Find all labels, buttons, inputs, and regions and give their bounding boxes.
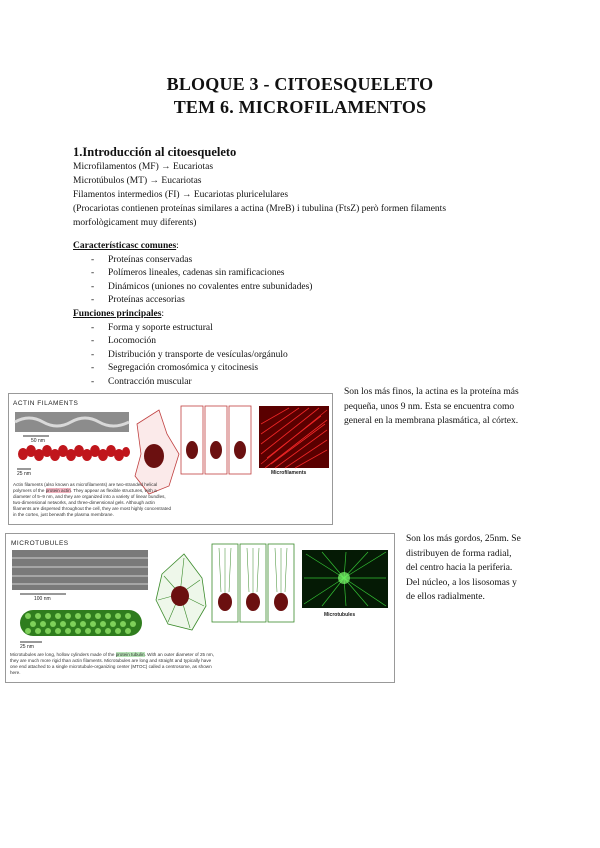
- actin-note: Son los más finos, la actina es la proteína más pequeña, unos 9 nm. Esta se encuentra como general en la membrana plasmática, al córtex.: [344, 387, 519, 426]
- list-item: - Distribución y transporte de vesículas/orgánulo: [73, 349, 312, 363]
- micro-scale-top: 100 nm: [34, 596, 51, 602]
- intro-line: Filamentos intermedios (FI) → Eucariotas pluricelulares: [73, 190, 289, 200]
- page-title-line1: BLOQUE 3 - CITOESQUELETO: [166, 74, 434, 94]
- micro-micrograph-label: Microtubules: [324, 612, 356, 618]
- list-item: - Forma y soporte estructural: [73, 322, 312, 336]
- intro-line: Microfilamentos (MF) → Eucariotas: [73, 162, 214, 172]
- caption-text: . With an outer diameter of 25 nm, they are much more rigid than actin filaments. Microtubules are long and straight and typically have one end attached to a single microtubule-organizing center (MTOC) called a centrosome, as shown here.: [10, 652, 215, 675]
- page-title-line2: TEM 6. MICROFILAMENTOS: [173, 97, 427, 117]
- common-characteristics: Característicasc comunes: - Proteínas conservadas - Polímeros lineales, cadenas sin ramificaciones - Dinámicos (uniones no covalentes entre subunidades) - Proteínas accesorias Funciones principales: - Forma y soporte estructural - Locomoción - Distribución y transporte de vesículas/orgánulo - Segregación cromosómica y citocinesis - Contracción muscular: [73, 240, 312, 390]
- actin-caption: [13, 482, 173, 518]
- micro-caption: [10, 652, 220, 676]
- caption-highlight: protein tubulin: [115, 652, 145, 657]
- common-heading: Característicasc comunes: [73, 241, 177, 251]
- intro-line: Microtúbulos (MT) → Eucariotas: [73, 176, 202, 186]
- figure-actin-label: ACTIN FILAMENTS: [13, 400, 79, 407]
- section-heading-intro: 1.Introducción al citoesqueleto: [73, 145, 237, 159]
- figure-micro-label: MICROTUBULES: [11, 540, 69, 547]
- list-item: - Segregación cromosómica y citocinesis: [73, 362, 312, 376]
- intro-text: [73, 160, 493, 230]
- intro-line: (Procariotas contienen proteínas similares a actina (MreB) i tubulina (FtsZ) però formen filaments morfològicament muy diferents): [73, 204, 447, 228]
- list-item: - Polímeros lineales, cadenas sin ramificaciones: [73, 267, 312, 281]
- list-item: - Dinámicos (uniones no covalentes entre subunidades): [73, 281, 312, 295]
- functions-heading: Funciones principales: [73, 308, 162, 319]
- actin-micrograph-label: Microfilaments: [271, 470, 307, 476]
- actin-scale-bottom: 25 nm: [17, 471, 31, 477]
- micro-scale-bottom: 25 nm: [20, 644, 34, 650]
- list-item: - Proteínas conservadas: [73, 254, 312, 268]
- figure-microtubules: [5, 533, 395, 683]
- caption-text: Actin filaments (also known as microfilaments) are two-stranded helical polymers of the: [13, 482, 158, 493]
- caption-text: Microtubules are long, hollow cylinders made of the: [10, 652, 116, 657]
- figure-actin-filaments: [8, 393, 333, 525]
- caption-highlight: protein actin: [45, 488, 71, 493]
- list-item: - Contracción muscular: [73, 376, 312, 390]
- actin-scale-top: 50 nm: [31, 438, 45, 444]
- list-item: - Proteínas accesorias: [73, 294, 312, 308]
- micro-note: Son los más gordos, 25nm. Se distribuyen de forma radial, del centro hacia la periferia. Del núcleo, a los lisosomas y de ellos radialmente.: [406, 534, 521, 602]
- caption-text: . They appear as flexible structures, with a diameter of 5–9 nm, and they are organized into a variety of linear bundles, two-dimensional networks, and three-dimensional gels. Although actin filaments are dispersed throughout the cell, they are most highly concentrated in the cortex, just beneath the plasma membrane.: [13, 488, 172, 517]
- list-item: - Locomoción: [73, 335, 312, 349]
